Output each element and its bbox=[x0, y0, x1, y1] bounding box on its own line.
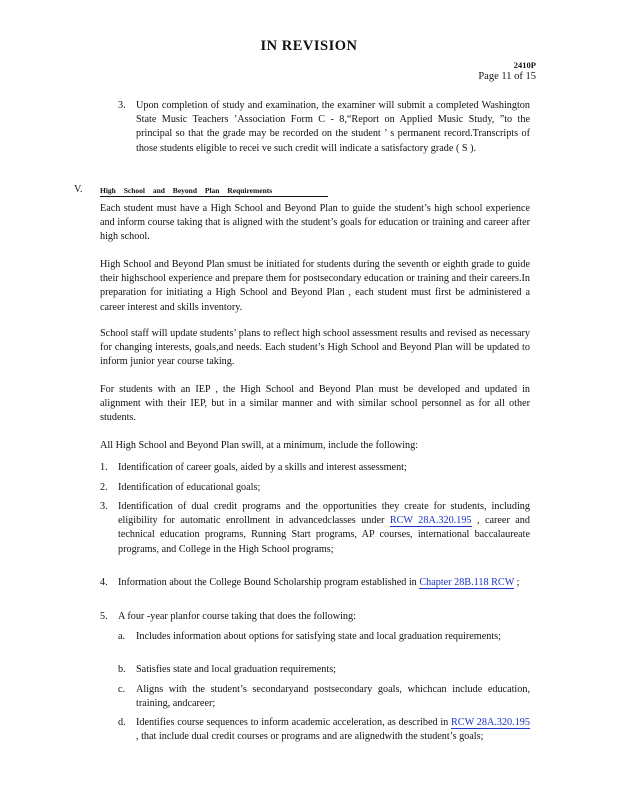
list-item: Identification of career goals, aided by a skills and interest assessment; bbox=[118, 462, 407, 473]
sublist-letter: d. bbox=[118, 717, 126, 728]
sublist-item: Aligns with the student’s secondaryand postsecondary goals, whichcan include education, training, andcareer; bbox=[136, 684, 530, 710]
sublist-letter: c. bbox=[118, 684, 126, 695]
list-number: 1. bbox=[100, 462, 108, 473]
sublist-item-text: Identifies course sequences to inform academic acceleration, as described in bbox=[136, 717, 452, 728]
section-heading: High School and Beyond Plan Requirements bbox=[100, 186, 328, 197]
list-number: 5. bbox=[100, 611, 108, 622]
chapter-link[interactable]: Chapter 28B.118 RCW bbox=[419, 577, 515, 588]
sublist-letter: b. bbox=[118, 664, 126, 675]
sublist-item: Satisfies state and local graduation requirements; bbox=[136, 664, 337, 675]
list-item bbox=[118, 576, 530, 590]
list-number: 3. bbox=[100, 501, 108, 512]
paragraph: All High School and Beyond Plan swill, at a minimum, include the following: bbox=[100, 440, 419, 451]
rcw-link[interactable]: RCW 28A.320.195 bbox=[389, 515, 472, 527]
sublist-item: Includes information about options for satisfying state and local graduation requirements; bbox=[136, 631, 501, 642]
sublist-letter: a. bbox=[118, 631, 126, 642]
policy-code: 2410P bbox=[513, 60, 536, 70]
list-item bbox=[118, 500, 530, 557]
item-3-text: Upon completion of study and examination, the examiner will submit a completed Washington State Music Teachers ’Association Form C - 8,“Report on Applied Music Study, ”to the principal so that the grade may be recorded on the student ’ s permanent record.Transcripts of those students eligible to recei ve such credit will indicate a satisfactory grade ( S ). bbox=[136, 100, 530, 154]
list-item-text: ; bbox=[514, 577, 520, 588]
paragraph: Each student must have a High School and Beyond Plan to guide the student’s high school experience and inform course taking that is aligned with the student’s goals for education or training and career after high school. bbox=[100, 203, 530, 243]
item-number: 3. bbox=[118, 100, 126, 111]
list-item-text: , career and technical education programs, Running Start programs, AP courses, international baccalaureate programs, and College in the High School programs; bbox=[118, 515, 530, 555]
list-item-text: Identification of dual credit programs and the opportunities they create for students, including eligibility for automatic enrollment in advancedclasses under bbox=[118, 501, 530, 527]
sublist-item-text: , that include dual credit courses or programs and are alignedwith the student’s goals; bbox=[136, 731, 484, 743]
list-number: 4. bbox=[100, 577, 108, 588]
paragraph: For students with an IEP , the High School and Beyond Plan must be developed and updated in alignment with their IEP, but in a similar manner and with similar school personnel as for all other students. bbox=[100, 384, 530, 424]
page-number: Page 11 of 15 bbox=[478, 71, 536, 82]
list-item: Identification of educational goals; bbox=[118, 482, 261, 493]
list-item-text: Information about the College Bound Scholarship program established in bbox=[118, 577, 420, 588]
page-title: IN REVISION bbox=[260, 38, 358, 54]
rcw-link[interactable]: RCW 28A.320.195 bbox=[451, 717, 530, 728]
list-item: A four -year planfor course taking that does the following: bbox=[118, 611, 356, 622]
paragraph: High School and Beyond Plan smust be initiated for students during the seventh or eighth grade to guide their highschool experience and prepare them for postsecondary education or training and their careers.In preparation for initiating a High School and Beyond Plan , each student must first be administered a career interest and skills inventory. bbox=[100, 259, 530, 313]
sublist-item bbox=[136, 716, 530, 744]
list-number: 2. bbox=[100, 482, 108, 493]
section-number: V. bbox=[74, 184, 83, 195]
paragraph: School staff will update students’ plans to reflect high school assessment results and revised as necessary for changing interests, goals,and needs. Each student’s High School and Beyond Plan will be updated to inform junior year course taking. bbox=[100, 328, 530, 368]
